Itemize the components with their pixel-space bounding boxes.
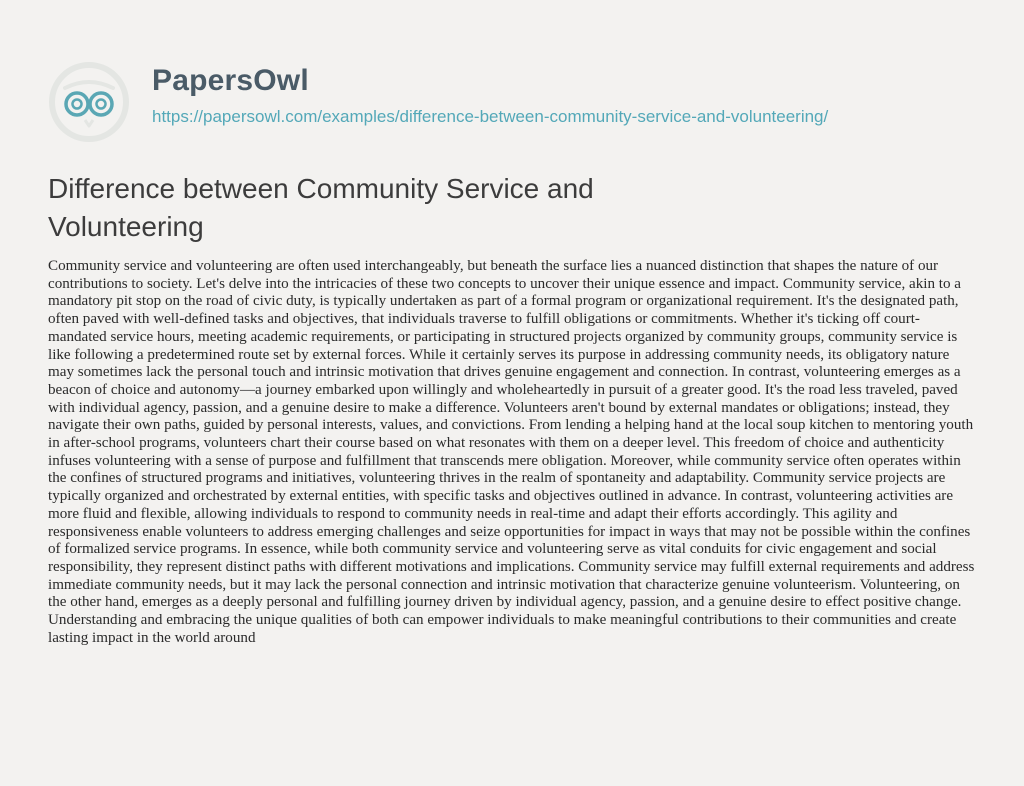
- essay-title: Difference between Community Service and Volunteering: [48, 173, 594, 242]
- owl-eyes-logo-icon: [48, 62, 130, 142]
- source-url-link[interactable]: https://papersowl.com/examples/difference-between-community-service-and-volunteering/: [152, 107, 829, 126]
- site-header: [48, 62, 988, 142]
- brand-name: PapersOwl: [152, 64, 309, 97]
- essay-body: Community service and volunteering are often used interchangeably, but beneath the surface lies a nuanced distinction that shapes the nature of our contributions to society. Let's delve into the intricacies of these two concepts to uncover their unique essence and impact. Community service, akin to a mandatory pit stop on the road of civic duty, is typically undertaken as part of a formal program or organizational requirement. It's the designated path, often paved with well-defined tasks and objectives, that individuals traverse to fulfill obligations or commitments. Whether it's ticking off court-mandated service hours, meeting academic requirements, or participating in structured projects organized by community groups, community service is like following a predetermined route set by external forces. While it certainly serves its purpose in addressing community needs, its obligatory nature may sometimes lack the personal touch and intrinsic motivation that drives genuine engagement and connection. In contrast, volunteering emerges as a beacon of choice and autonomy—a journey embarked upon willingly and wholeheartedly in pursuit of a greater good. It's the road less traveled, paved with individual agency, passion, and a genuine desire to make a difference. Volunteers aren't bound by external mandates or obligations; instead, they navigate their own paths, guided by personal interests, values, and convictions. From lending a helping hand at the local soup kitchen to mentoring youth in after-school programs, volunteers chart their course based on what resonates with them on a deeper level. This freedom of choice and authenticity infuses volunteering with a sense of purpose and fulfillment that transcends mere obligation. Moreover, while community service often operates within the confines of structured programs and initiatives, volunteering thrives in the realm of spontaneity and adaptability. Community service projects are typically organized and orchestrated by external entities, with specific tasks and objectives outlined in advance. In contrast, volunteering activities are more fluid and flexible, allowing individuals to respond to community needs in real-time and adapt their efforts accordingly. This agility and responsiveness enable volunteers to address emerging challenges and seize opportunities for impact in ways that may not be possible within the confines of formalized service programs. In essence, while both community service and volunteering serve as vital conduits for civic engagement and social responsibility, they represent distinct paths with different motivations and implications. Community service may fulfill external requirements and address immediate community needs, but it may lack the personal connection and intrinsic motivation that characterize genuine volunteerism. Volunteering, on the other hand, emerges as a deeply personal and fulfilling journey driven by individual agency, passion, and a genuine desire to effect positive change. Understanding and embracing the unique qualities of both can empower individuals to make meaningful contributions to their communities and create lasting impact in the world around: [48, 258, 975, 646]
